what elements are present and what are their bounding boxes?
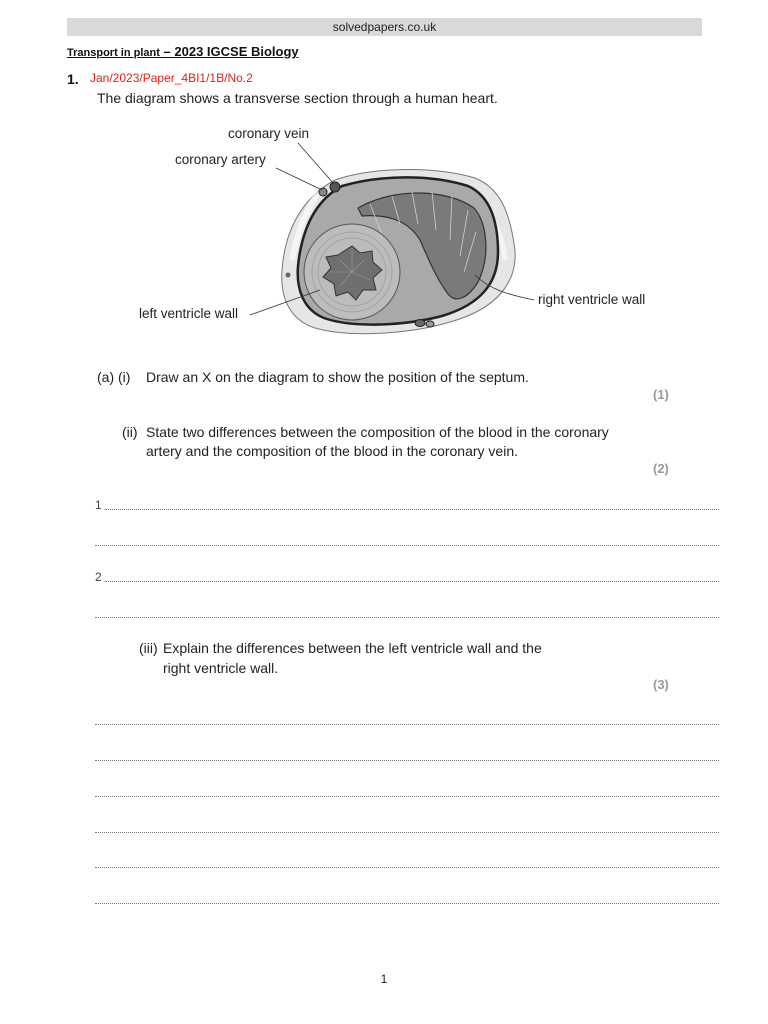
part-a-iii-marks: (3) xyxy=(653,677,669,692)
part-a-i-marks: (1) xyxy=(653,387,669,402)
part-a-iii-label: (iii) xyxy=(139,640,158,656)
answer-line[interactable] xyxy=(105,509,719,510)
label-left-ventricle-wall: left ventricle wall xyxy=(139,306,239,321)
part-a-i-label: (a) (i) xyxy=(97,369,131,385)
part-a-ii-marks: (2) xyxy=(653,461,669,476)
answer-line[interactable] xyxy=(95,903,719,904)
question-number: 1. xyxy=(67,71,79,87)
part-a-ii-text-line2: artery and the composition of the blood in the coronary vein. xyxy=(146,443,518,459)
part-a-iii-text-line1: Explain the differences between the left ventricle wall and the xyxy=(163,640,542,656)
answer-line[interactable] xyxy=(95,617,719,618)
document-title-dash: – xyxy=(159,44,175,59)
part-a-ii-text-line1: State two differences between the composition of the blood in the coronary xyxy=(146,424,609,440)
part-a-i-text: Draw an X on the diagram to show the position of the septum. xyxy=(146,369,529,385)
document-title-subject: 2023 IGCSE Biology xyxy=(174,44,299,59)
answer-line[interactable] xyxy=(95,832,719,833)
label-coronary-vein: coronary vein xyxy=(228,126,310,141)
coronary-vein-vessel xyxy=(330,182,340,192)
document-title xyxy=(67,44,299,59)
part-a-iii-text-line2: right ventricle wall. xyxy=(163,660,279,676)
question-reference: Jan/2023/Paper_4BI1/1B/No.2 xyxy=(90,71,253,85)
answer-line[interactable] xyxy=(95,867,719,868)
answer-line[interactable] xyxy=(105,581,719,582)
label-coronary-artery: coronary artery xyxy=(175,152,266,167)
site-banner xyxy=(67,18,702,36)
answer-line[interactable] xyxy=(95,545,719,546)
page-number: 1 xyxy=(380,972,388,986)
label-right-ventricle-wall: right ventricle wall xyxy=(538,292,646,307)
answer-number-2: 2 xyxy=(95,570,102,584)
document-title-topic: Transport in plant xyxy=(67,47,160,59)
answer-line[interactable] xyxy=(95,760,719,761)
site-name: solvedpapers.co.uk xyxy=(332,20,437,34)
answer-line[interactable] xyxy=(95,724,719,725)
answer-number-1: 1 xyxy=(95,498,102,512)
part-a-ii-label: (ii) xyxy=(122,424,138,440)
question-intro: The diagram shows a transverse section through a human heart. xyxy=(97,90,498,106)
answer-line[interactable] xyxy=(95,796,719,797)
